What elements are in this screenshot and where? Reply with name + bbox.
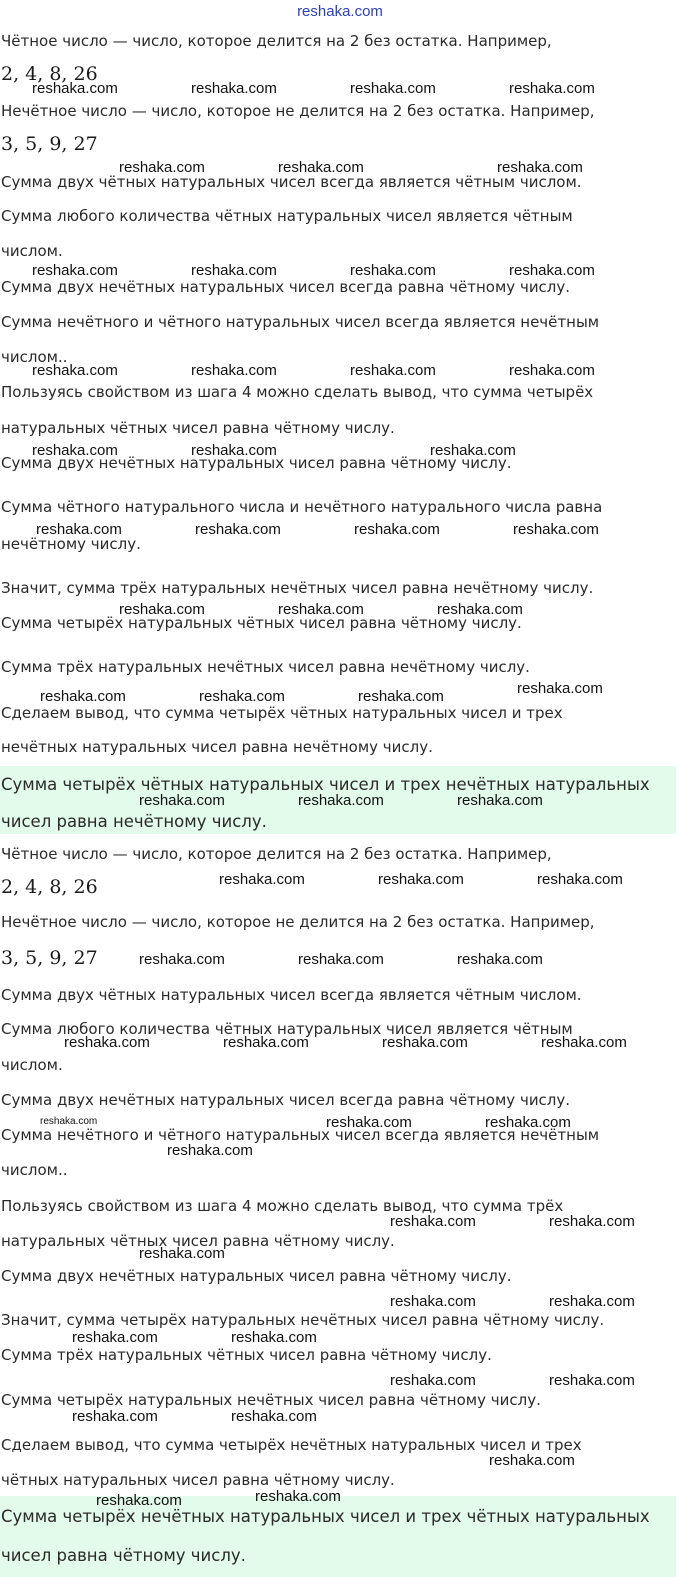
watermark: reshaka.com [64,1034,150,1051]
watermark: reshaka.com [139,951,225,968]
step-line: числом. [1,1056,63,1074]
step-line: натуральных чётных чисел равна чётному числу. [1,1232,395,1250]
watermark: reshaka.com [549,1372,635,1389]
watermark: reshaka.com [96,1492,182,1509]
step-line: Сумма четырёх натуральных чётных чисел равна чётному числу. [1,614,522,632]
even-definition: Чётное число — число, которое делится на 2 без остатка. Например, [1,32,552,50]
watermark: reshaka.com [457,951,543,968]
watermark: reshaka.com [298,951,384,968]
watermark: reshaka.com [541,1034,627,1051]
watermark: reshaka.com [326,1114,412,1131]
watermark: reshaka.com [32,80,118,97]
watermark: reshaka.com [32,262,118,279]
step-line: Сумма двух чётных натуральных чисел всегда является чётным числом. [1,173,582,191]
watermark: reshaka.com [549,1293,635,1310]
step-line: Сумма нечётного и чётного натуральных чисел всегда является нечётным [1,1126,600,1144]
watermark: reshaka.com [32,442,118,459]
site-header-link[interactable]: reshaka.com [297,3,383,20]
step-line: чётных натуральных чисел равна чётному числу. [1,1471,395,1489]
watermark: reshaka.com [390,1372,476,1389]
watermark: reshaka.com [437,601,523,618]
even-definition: Чётное число — число, которое делится на 2 без остатка. Например, [1,845,552,863]
step-line: нечётных натуральных чисел равна нечётному числу. [1,738,433,756]
watermark: reshaka.com [219,871,305,888]
step-line: Значит, сумма трёх натуральных нечётных чисел равна нечётному числу. [1,579,594,597]
watermark: reshaka.com [191,362,277,379]
watermark: reshaka.com [350,80,436,97]
watermark: reshaka.com [278,159,364,176]
watermark: reshaka.com [350,362,436,379]
watermark: reshaka.com [255,1488,341,1505]
step-line: Сумма двух чётных натуральных чисел всегда является чётным числом. [1,986,582,1004]
even-examples: 2, 4, 8, 26 [1,63,98,85]
watermark: reshaka.com [139,792,225,809]
even-examples: 2, 4, 8, 26 [1,876,98,898]
step-line: Сумма двух нечётных натуральных чисел всегда равна чётному числу. [1,1091,571,1109]
watermark: reshaka.com [378,871,464,888]
watermark: reshaka.com [517,680,603,697]
answer-text: Сумма четырёх нечётных натуральных чисел и трех чётных натуральных [1,1507,650,1526]
step-line: числом.. [1,1161,68,1179]
watermark: reshaka.com [513,521,599,538]
watermark: reshaka.com [139,1245,225,1262]
step-line: Сумма двух нечётных натуральных чисел всегда равна чётному числу. [1,278,571,296]
watermark: reshaka.com [457,792,543,809]
watermark: reshaka.com [199,688,285,705]
watermark: reshaka.com [509,362,595,379]
step-line: Значит, сумма четырёх натуральных нечётных чисел равна чётному числу. [1,1311,605,1329]
watermark: reshaka.com [72,1329,158,1346]
answer-text: Сумма четырёх чётных натуральных чисел и трех нечётных натуральных [1,775,650,794]
watermark: reshaka.com [40,1116,98,1127]
watermark: reshaka.com [167,1142,253,1159]
watermark: reshaka.com [191,80,277,97]
watermark: reshaka.com [191,262,277,279]
step-line: Сумма двух нечётных натуральных чисел равна чётному числу. [1,1267,512,1285]
answer-text: чисел равна чётному числу. [1,1546,246,1565]
step-line: Пользуясь свойством из шага 4 можно сделать вывод, что сумма трёх [1,1197,564,1215]
answer-text: чисел равна нечётному числу. [1,812,267,831]
watermark: reshaka.com [231,1408,317,1425]
watermark: reshaka.com [195,521,281,538]
watermark: reshaka.com [509,80,595,97]
step-line: Сумма нечётного и чётного натуральных чисел всегда является нечётным [1,313,600,331]
watermark: reshaka.com [298,792,384,809]
step-line: Сумма любого количества чётных натуральных чисел является чётным [1,1020,573,1038]
watermark: reshaka.com [119,159,205,176]
step-line: Сделаем вывод, что сумма четырёх нечётных натуральных чисел и трех [1,1436,582,1454]
watermark: reshaka.com [231,1329,317,1346]
watermark: reshaka.com [354,521,440,538]
watermark: reshaka.com [350,262,436,279]
step-line: Сумма трёх натуральных чётных чисел равна чётному числу. [1,1346,492,1364]
odd-definition: Нечётное число — число, которое не делится на 2 без остатка. Например, [1,913,595,931]
step-line: Пользуясь свойством из шага 4 можно сделать вывод, что сумма четырёх [1,383,594,401]
step-line: натуральных чётных чисел равна чётному числу. [1,419,395,437]
watermark: reshaka.com [537,871,623,888]
watermark: reshaka.com [390,1213,476,1230]
odd-definition: Нечётное число — число, которое не делится на 2 без остатка. Например, [1,102,595,120]
step-line: Сумма любого количества чётных натуральных чисел является чётным [1,207,573,225]
watermark: reshaka.com [223,1034,309,1051]
watermark: reshaka.com [509,262,595,279]
watermark: reshaka.com [32,362,118,379]
step-line: числом.. [1,348,68,366]
watermark: reshaka.com [40,688,126,705]
watermark: reshaka.com [278,601,364,618]
watermark: reshaka.com [382,1034,468,1051]
step-line: нечётному числу. [1,535,141,553]
step-line: числом. [1,242,63,260]
odd-examples: 3, 5, 9, 27 [1,133,98,155]
watermark: reshaka.com [358,688,444,705]
step-line: Сумма трёх натуральных нечётных чисел равна нечётному числу. [1,658,530,676]
watermark: reshaka.com [430,442,516,459]
step-line: Сумма двух нечётных натуральных чисел равна чётному числу. [1,454,512,472]
step-line: Сделаем вывод, что сумма четырёх чётных натуральных чисел и трех [1,704,563,722]
watermark: reshaka.com [72,1408,158,1425]
watermark: reshaka.com [119,601,205,618]
watermark: reshaka.com [485,1114,571,1131]
watermark: reshaka.com [36,521,122,538]
watermark: reshaka.com [390,1293,476,1310]
watermark: reshaka.com [549,1213,635,1230]
step-line: Сумма четырёх натуральных нечётных чисел равна чётному числу. [1,1391,541,1409]
odd-examples: 3, 5, 9, 27 [1,947,98,969]
step-line: Сумма чётного натурального числа и нечётного натурального числа равна [1,498,603,516]
watermark: reshaka.com [497,159,583,176]
watermark: reshaka.com [489,1452,575,1469]
watermark: reshaka.com [191,442,277,459]
